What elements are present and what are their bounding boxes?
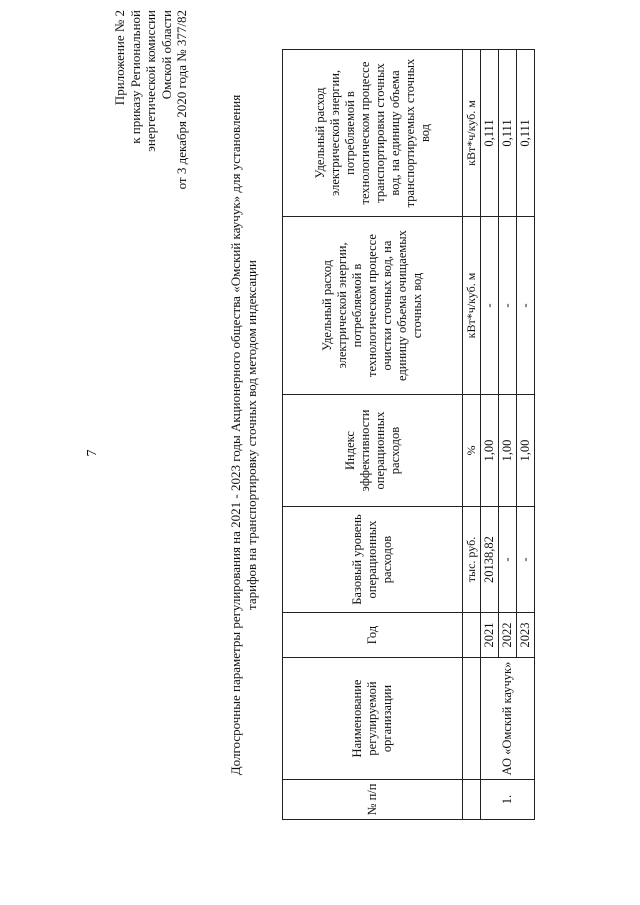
unit-spec-transport: кВт*ч/куб. м [463,50,481,217]
appendix-line-2: к приказу Региональной [127,10,143,144]
header-spec-transport: Удельный расход электрической энергии, потребляемой в технологическом процессе транспортировки сточных вод, на единицу объема транспортируемых сточных вод [283,50,463,217]
header-index: Индекс эффективности операционных расходов [283,395,463,507]
document-title [228,45,260,825]
title-line-2: тарифов на транспортировку сточных вод методом индексации [244,260,259,610]
units-org-empty [463,658,481,780]
units-row [463,50,481,820]
header-org: Наименование регулируемой организации [283,658,463,780]
table-row [481,50,499,820]
appendix-line-5: от 3 декабря 2020 года № 377/82 [174,10,189,190]
row-base: 20138,82 [481,507,499,613]
row-year: 2023 [517,613,535,658]
unit-spec-clean: кВт*ч/куб. м [463,217,481,395]
appendix-line-3: энергетической комиссии [143,10,158,152]
units-year-empty [463,613,481,658]
row-org: АО «Омский каучук» [481,658,535,780]
unit-base: тыс. руб. [463,507,481,613]
row-spec-transport: 0,111 [481,50,499,217]
header-year: Год [283,613,463,658]
header-base: Базовый уровень операционных расходов [283,507,463,613]
row-year: 2022 [499,613,517,658]
parameters-table [282,49,535,820]
row-spec-clean: - [499,217,517,395]
row-spec-clean: - [481,217,499,395]
units-num-empty [463,780,481,820]
row-spec-transport: 0,111 [499,50,517,217]
row-year: 2021 [481,613,499,658]
appendix-block [112,10,190,245]
row-base: - [517,507,535,613]
row-spec-transport: 0,111 [517,50,535,217]
title-line-1: Долгосрочные параметры регулирования на 2021 - 2023 годы Акционерного общества «Омский каучук» для установления [228,94,243,776]
row-index: 1,00 [499,395,517,507]
unit-index: % [463,395,481,507]
row-index: 1,00 [481,395,499,507]
row-base: - [499,507,517,613]
header-num: № п/п [283,780,463,820]
appendix-line-1: Приложение № 2 [112,10,127,106]
row-num: 1. [481,780,535,820]
row-spec-clean: - [517,217,535,395]
header-row [283,50,463,820]
row-index: 1,00 [517,395,535,507]
header-spec-clean: Удельный расход электрической энергии, потребляемой в технологическом процессе очистки сточных вод, на единицу объема очищаемых сточных вод [283,217,463,395]
appendix-line-4: Омской области [158,10,174,100]
page-number: 7 [85,449,100,457]
